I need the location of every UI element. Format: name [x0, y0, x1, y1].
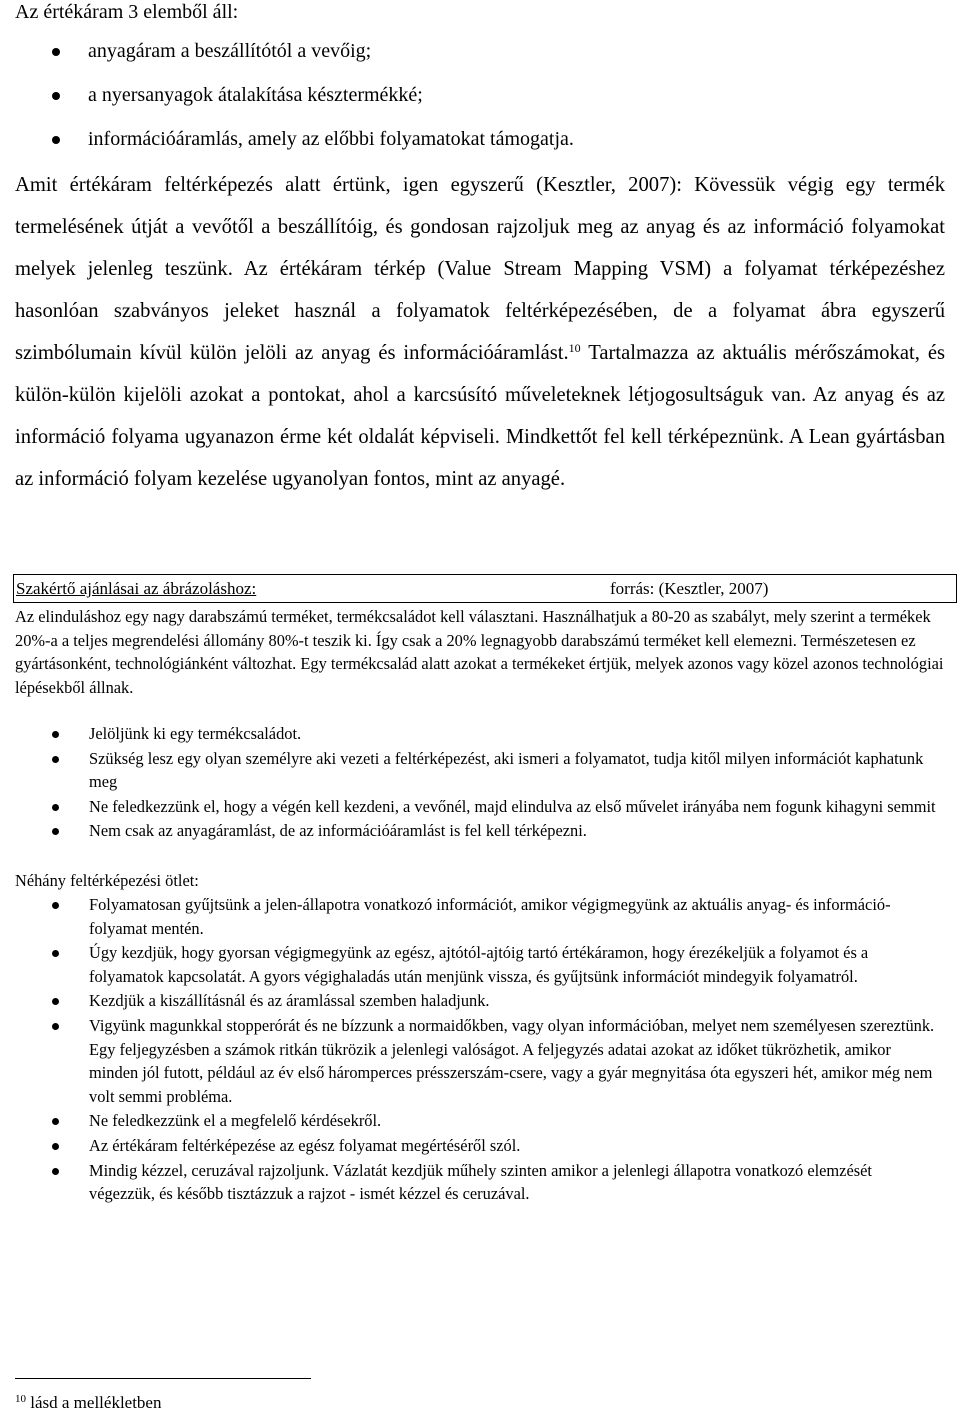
- bullet-icon: [52, 1118, 59, 1125]
- bullet-icon: [52, 756, 59, 763]
- bullet-icon: [52, 804, 59, 811]
- bullet-icon: [52, 136, 60, 144]
- ideas-heading: Néhány feltérképezési ötlet:: [15, 871, 199, 890]
- bullet-icon: [52, 998, 59, 1005]
- footnote-divider: [15, 1378, 311, 1379]
- footnote-ref: 10: [568, 341, 581, 355]
- list-item: információáramlás, amely az előbbi folyamatokat támogatja.: [0, 124, 960, 168]
- bullet-icon: [52, 92, 60, 100]
- list-item: Vigyünk magunkkal stopperórát és ne bízzunk a normaidőkben, vagy olyan információban, melyet nem személyesen szereztünk. Egy feljegyzésben a számok ritkán tükrözik a jelenlegi valóságot. A feljegyzés adatai azokat az időket tükrözhetik, amikor minden jól futott, például az év első háromperces présszerszám-csere, vagy a gyár megnyitása óta egyszeri hét, amikor még nem volt semmi probléma.: [0, 1014, 960, 1108]
- list-item: a nyersanyagok átalakítása késztermékké;: [0, 80, 960, 124]
- list-item: Mindig kézzel, ceruzával rajzoljunk. Vázlatát kezdjük műhely szinten amikor a jelenlegi állapotra vonatkozó elemzését végezzük, és később tisztázzuk a rajzot - ismét kézzel és ceruzával.: [0, 1159, 960, 1206]
- expert-bullet-list: [0, 722, 960, 844]
- footnote: [15, 1392, 161, 1414]
- list-item: Ne feledkezzünk el, hogy a végén kell kezdeni, a vevőnél, majd elindulva az első művelet irányába nem fogunk kihagyni semmit: [0, 795, 960, 819]
- expert-box-source: forrás: (Kesztler, 2007): [610, 579, 769, 598]
- bullet-icon: [52, 731, 59, 738]
- list-item: Az értékáram feltérképezése az egész folyamat megértéséről szól.: [0, 1134, 960, 1158]
- expert-box-header: [13, 574, 957, 603]
- component-list: [0, 36, 960, 168]
- expert-box-title: Szakértő ajánlásai az ábrázoláshoz:: [16, 579, 257, 598]
- bullet-icon: [52, 828, 59, 835]
- list-item: Ne feledkezzünk el a megfelelő kérdésekről.: [0, 1109, 960, 1133]
- bullet-icon: [52, 1023, 59, 1030]
- bullet-icon: [52, 1143, 59, 1150]
- bullet-icon: [52, 950, 59, 957]
- footnote-text: lásd a mellékletben: [26, 1393, 162, 1412]
- ideas-list: [0, 893, 960, 1207]
- expert-text: Az elinduláshoz egy nagy darabszámú terméket, termékcsaládot kell választani. Használhatjuk a 80-20 as szabályt, mely szerint a termékek 20%-a a teljes megrendelési állomány 80%-t teszik ki. Így csak a 20% legnagyobb darabszámú terméket kell elemezni. Természetesen ez gyártásonként, technológiánként változhat. Egy termékcsalád alatt azokat a termékeket értjük, melyek azonos vagy közel azonos technológiai lépésekből állnak.: [15, 607, 944, 697]
- list-item: Folyamatosan gyűjtsünk a jelen-állapotra vonatkozó információt, amikor végigmegyünk az aktuális anyag- és információ-folyamat mentén.: [0, 893, 960, 940]
- intro-line: Az értékáram 3 elemből áll:: [15, 1, 239, 23]
- list-item: Úgy kezdjük, hogy gyorsan végigmegyünk az egész, ajtótól-ajtóig tartó értékáramon, hogy érezékeljük a folyamot és a folyamatok kapcsolatát. A gyors végighaladás után menjünk vissza, és gyűjtsünk információt mindegyik folyamatról.: [0, 941, 960, 988]
- bullet-icon: [52, 902, 59, 909]
- footnote-number: 10: [15, 1393, 26, 1405]
- list-item: Jelöljünk ki egy termékcsaládot.: [0, 722, 960, 746]
- list-item: anyagáram a beszállítótól a vevőig;: [0, 36, 960, 80]
- list-item: Szükség lesz egy olyan személyre aki vezeti a feltérképezést, aki ismeri a folyamatot, tudja kitől milyen információt kaphatunk meg: [0, 747, 960, 794]
- body-paragraph: Amit értékáram feltérképezés alatt értünk, igen egyszerű (Kesztler, 2007): Kövessük végig egy termék termelésének útját a vevőtől a beszállítóig, és gondosan rajzoljuk meg az anyag és az információ folyamokat melyek jelenleg teszünk. Az értékáram térkép (Value Stream Mapping VSM) a folyamat térképezéshez hasonlóan szabványos jeleket használ a folyamatok feltérképezésében, de a folyamat ábra egyszerű szimbólumain kívül külön jelöli az anyag és információáramlást.$^{10}$ Tartalmazza az aktuális mérőszámokat, és külön-külön kijelöli azokat a pontokat, ahol a karcsúsító műveleteknek létjogosultságuk van. Az anyag és az információ folyama ugyanazon érme két oldalát képviseli. Mindkettőt fel kell térképeznünk. A Lean gyártásban az információ folyam kezelése ugyanolyan fontos, mint az anyagé.: [15, 174, 945, 490]
- list-item: Kezdjük a kiszállításnál és az áramlással szemben haladjunk.: [0, 989, 960, 1013]
- bullet-icon: [52, 1168, 59, 1175]
- list-item: Nem csak az anyagáramlást, de az információáramlást is fel kell térképezni.: [0, 819, 960, 843]
- bullet-icon: [52, 48, 60, 56]
